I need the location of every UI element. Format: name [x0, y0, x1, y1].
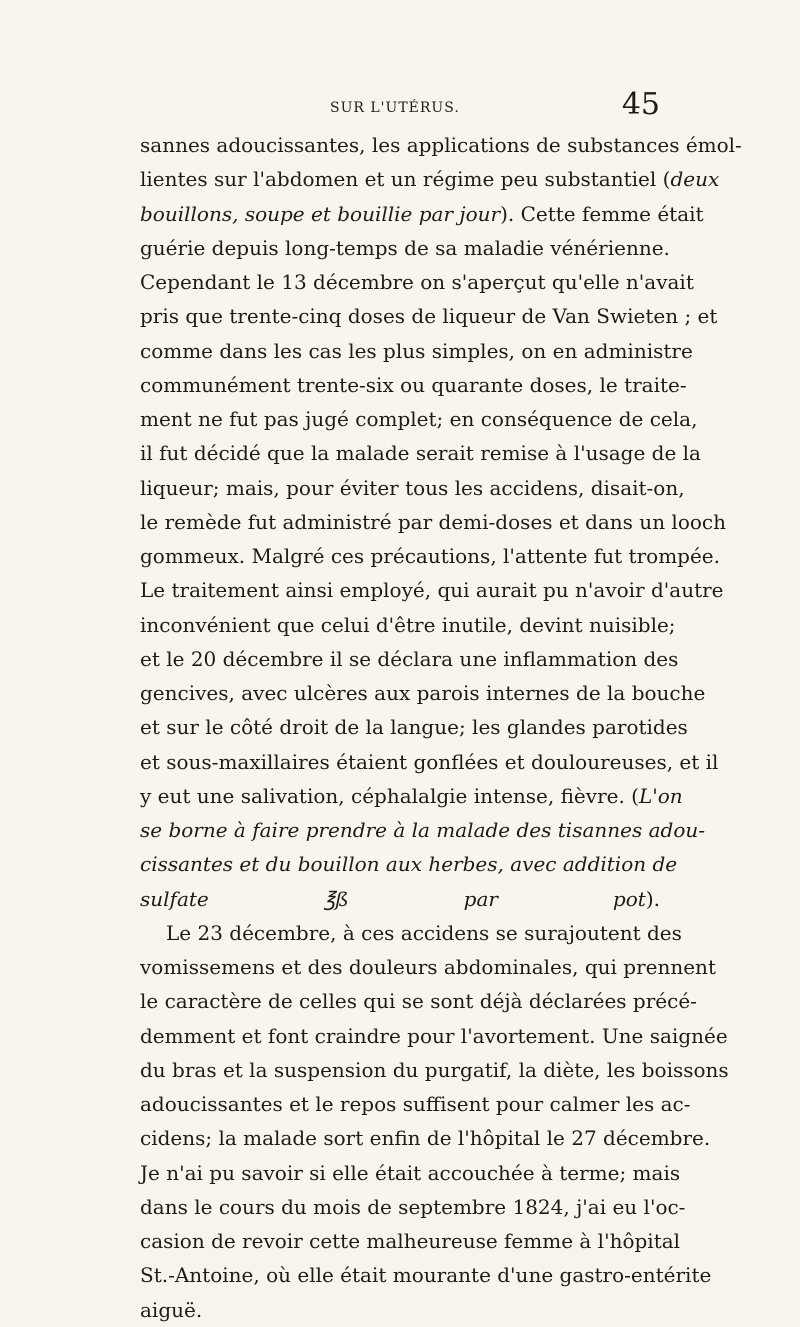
text-line: [140, 265, 694, 299]
text-segment: dans le cours du mois de septembre 1824, j'ai eu l'oc-: [140, 1194, 686, 1219]
text-line: [140, 813, 705, 847]
text-line: [140, 471, 685, 505]
text-segment: vomissemens et des douleurs abdominales, qui prennent: [140, 955, 716, 979]
text-segment: lientes sur l'abdomen et un régime peu substantiel (: [140, 167, 671, 192]
text-line: [140, 779, 683, 813]
text-segment: ment ne fut pas jugé complet; en conséquence de cela,: [140, 407, 698, 431]
text-segment: demment et font craindre pour l'avortement. Une saignée: [140, 1023, 728, 1048]
text-segment: Je n'ai pu savoir si elle était accouchée à terme; mais: [140, 1160, 681, 1185]
italic-text: deux: [670, 167, 720, 192]
text-segment: il fut décidé que la malade serait remise à l'usage de la: [140, 441, 701, 466]
text-segment: le caractère de celles qui se sont déjà déclarées précé-: [140, 989, 697, 1014]
text-line: [140, 539, 720, 573]
text-segment: du bras et la suspension du purgatif, la diète, les boissons: [140, 1057, 729, 1082]
text-line: [140, 505, 726, 539]
text-line: [140, 402, 698, 436]
text-line: [140, 1156, 681, 1190]
text-line: [140, 1087, 691, 1121]
text-line: [140, 676, 706, 710]
text-line: [140, 128, 742, 162]
text-line: [140, 368, 687, 402]
text-segment: y eut une salivation, céphalalgie intense, fièvre. (: [140, 783, 639, 808]
text-line: [140, 882, 660, 916]
text-line: [140, 642, 679, 676]
text-segment: liqueur; mais, pour éviter tous les accidens, disait-on,: [140, 475, 685, 500]
text-line: [140, 1293, 660, 1327]
text-segment: St.-Antoine, où elle était mourante d'une gastro-entérite: [140, 1263, 712, 1288]
text-line: [140, 710, 688, 744]
text-line: [140, 984, 697, 1018]
text-segment: guérie depuis long-temps de sa maladie vénérienne.: [140, 235, 670, 260]
text-segment: Le 23 décembre, à ces accidens se surajoutent des: [166, 920, 682, 945]
text-line: [140, 1190, 686, 1224]
text-segment: et sous-maxillaires étaient gonflées et douloureuses, et il: [140, 749, 719, 774]
text-segment: ). Cette femme était: [500, 201, 704, 226]
text-segment: et le 20 décembre il se déclara une inflammation des: [140, 646, 679, 671]
text-line: [140, 231, 670, 265]
text-line: [140, 1258, 712, 1292]
text-segment: communément trente-six ou quarante doses, le traite-: [140, 372, 687, 397]
page-number: 45: [621, 87, 660, 122]
text-segment: gencives, avec ulcères aux parois internes de la bouche: [140, 681, 706, 705]
text-segment: casion de revoir cette malheureuse femme à l'hôpital: [140, 1229, 681, 1253]
text-segment: comme dans les cas les plus simples, on en administre: [140, 338, 693, 363]
text-line: [140, 436, 701, 470]
text-segment: le remède fut administré par demi-doses et dans un looch: [140, 509, 726, 534]
body-text: [140, 128, 742, 1327]
running-head: SUR L'UTÉRUS.: [330, 100, 460, 116]
text-segment: Le traitement ainsi employé, qui aurait pu n'avoir d'autre: [140, 578, 724, 603]
text-line: [140, 334, 693, 368]
text-segment: adoucissantes et le repos suffisent pour calmer les ac-: [140, 1092, 691, 1116]
italic-text: sulfate ℥ß par pot: [140, 886, 646, 911]
text-line: [140, 916, 682, 950]
text-line: [140, 299, 718, 333]
text-line: [140, 1224, 681, 1258]
text-segment: aiguë.: [140, 1297, 203, 1322]
text-line: [140, 1019, 728, 1053]
text-line: [140, 847, 678, 881]
text-line: [140, 1053, 729, 1087]
text-segment: et sur le côté droit de la langue; les glandes parotides: [140, 715, 688, 740]
text-line: [140, 950, 716, 984]
text-line: [140, 573, 724, 607]
text-line: [140, 1121, 711, 1155]
text-segment: pris que trente-cinq doses de liqueur de Van Swieten ; et: [140, 304, 718, 329]
text-segment: ).: [645, 886, 660, 911]
italic-text: bouillons, soupe et bouillie par jour: [140, 201, 501, 226]
italic-text: cissantes et du bouillon aux herbes, avec addition de: [140, 852, 678, 877]
italic-text: L'on: [638, 783, 683, 808]
text-segment: inconvénient que celui d'être inutile, devint nuisible;: [140, 612, 676, 637]
text-line: [140, 162, 720, 196]
italic-text: se borne à faire prendre à la malade des tisannes adou-: [140, 818, 705, 842]
text-line: [140, 608, 676, 642]
text-segment: Cependant le 13 décembre on s'aperçut qu'elle n'avait: [140, 270, 694, 294]
text-segment: sannes adoucissantes, les applications de substances émol-: [140, 133, 742, 157]
text-line: [140, 197, 704, 231]
text-line: [140, 745, 719, 779]
text-segment: gommeux. Malgré ces précautions, l'attente fut trompée.: [140, 544, 720, 568]
page-header: [140, 87, 660, 126]
text-segment: cidens; la malade sort enfin de l'hôpital le 27 décembre.: [140, 1126, 711, 1151]
